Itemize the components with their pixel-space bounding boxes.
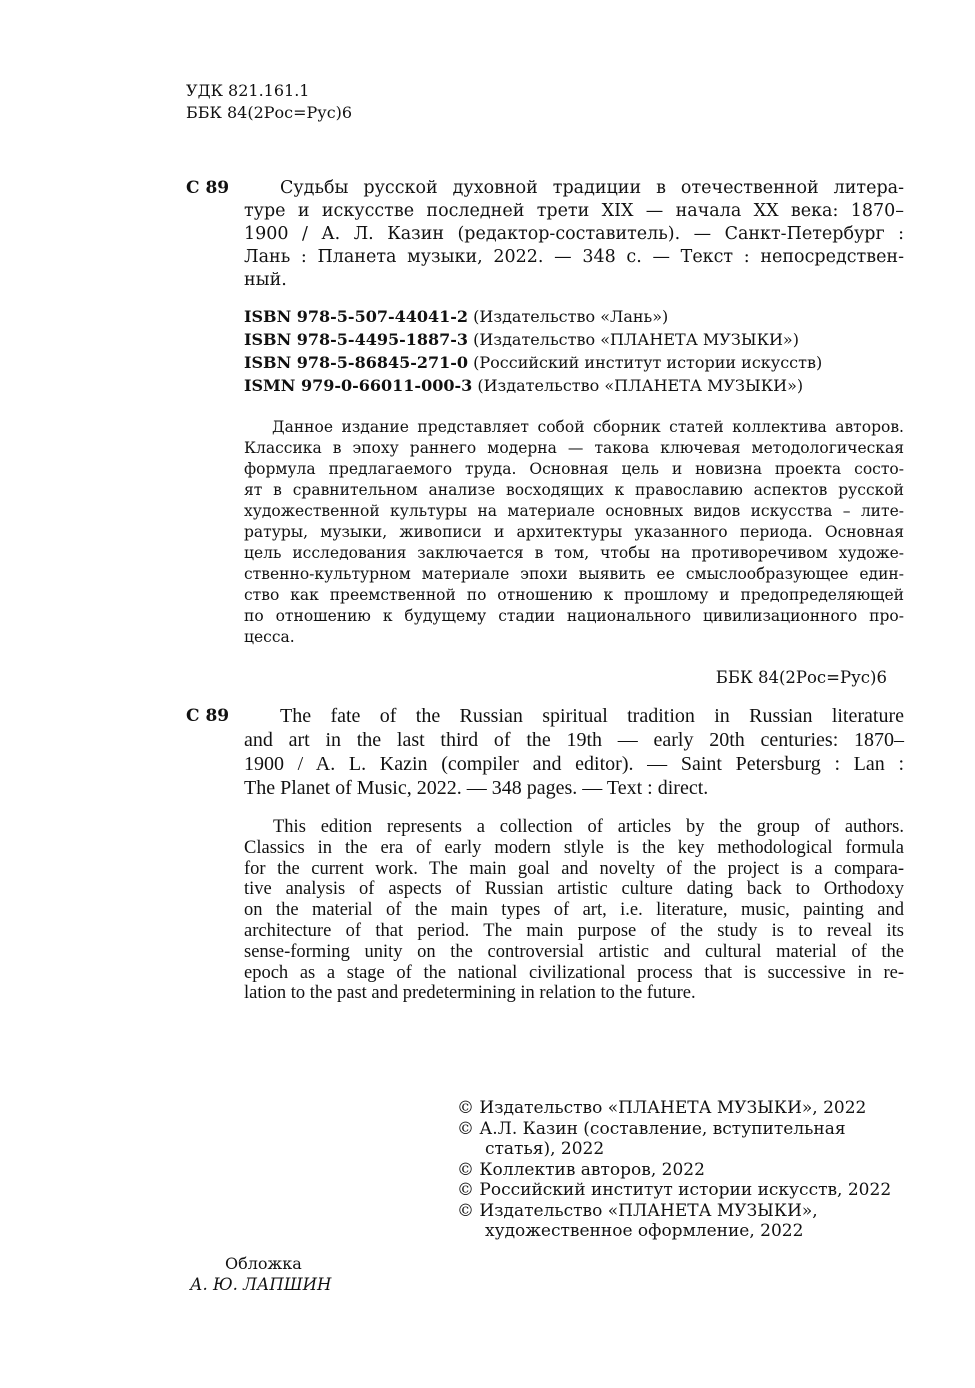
cover-label: Обложка [225,1254,302,1273]
en-abstract-line: epoch as a stage of the national civilizational process that is successive in re- [244,962,904,983]
en-abstract-line: sense-forming unity on the controversial artistic and cultural material of the [244,941,904,962]
ru-abstract-line: ство как преемственной по отношению к прошлому и предопределяющей [244,586,904,604]
en-author-mark: С 89 [186,706,230,726]
en-abstract-line: tive analysis of aspects of Russian artistic culture dating back to Orthodoxy [244,879,904,900]
ru-abstract [244,417,904,648]
ru-entry-line: ный. [244,270,287,290]
en-entry-line: and art in the last third of the 19th — early 20th centuries: 1870– [244,729,904,751]
en-abstract-line: This edition represents a collection of articles by the group of authors. [273,817,904,837]
copyright-line-cont: статья), 2022 [485,1139,605,1159]
ru-abstract-line: Классика в эпоху раннего модерна — такова ключевая методологическая [244,439,904,457]
isbn-row [244,328,822,351]
en-entry-line: The Planet of Music, 2022. — 348 pages. — Text : direct. [244,777,709,799]
ru-abstract-line: ственно-культурном материале эпохи выявить ее смыслообразующее един- [244,565,904,583]
ru-abstract-line: Данное издание представляет собой сборник статей коллектива авторов. [272,418,904,436]
isbn-list [244,305,822,397]
en-abstract [244,817,904,1004]
en-bibliographic-entry [244,704,904,800]
copyright-line-cont: художественное оформление, 2022 [485,1221,804,1241]
ru-author-mark: С 89 [186,178,230,198]
ru-abstract-line: цесса. [244,628,295,646]
isbn-publisher: (Издательство «Лань») [473,307,669,326]
copyright-line: © Российский институт истории искусств, 2022 [457,1180,892,1200]
isbn-publisher: (Издательство «ПЛАНЕТА МУЗЫКИ») [473,330,799,349]
isbn-row [244,374,822,397]
copyright-line: © Коллектив авторов, 2022 [457,1159,705,1180]
en-abstract-line: Classics in the era of early modern stlyle is the key methodological formula [244,837,904,858]
ru-entry-line: 1900 / А. Л. Казин (редактор-составитель). — Санкт-Петербург : [244,224,904,244]
isbn-row [244,305,822,328]
ru-entry-line: туре и искусстве последней трети XIX — начала XX века: 1870– [244,201,904,221]
en-abstract-line: for the current work. The main goal and novelty of the project is a compara- [244,858,904,879]
copyright-line: © Издательство «ПЛАНЕТА МУЗЫКИ», [457,1200,818,1221]
en-abstract-line: on the material of the main types of art, i.e. literature, music, painting and [244,900,904,921]
bbk-right: ББК 84(2Рос=Рус)6 [715,668,887,687]
copyright-block [457,1098,891,1242]
ru-entry-line: Судьбы русской духовной традиции в отечественной литера- [280,178,904,198]
isbn-number: ISBN 978-5-86845-271-0 [244,353,469,372]
en-abstract-line: architecture of that period. The main purpose of the study is to reveal its [244,920,904,941]
udk-code: УДК 821.161.1 [186,81,310,100]
ru-entry-line: Лань : Планета музыки, 2022. — 348 с. — Текст : непосредствен- [244,247,904,267]
en-abstract-line: lation to the past and predetermining in relation to the future. [244,983,696,1004]
ru-bibliographic-entry [244,177,904,292]
ru-abstract-line: по отношению к будущему стадии национального цивилизационного про- [244,607,904,625]
isbn-number: ISBN 978-5-4495-1887-3 [244,330,469,349]
cover-artist: А. Ю. ЛАПШИН [190,1275,332,1294]
copyright-line: © А.Л. Казин (составление, вступительная [457,1118,846,1139]
ru-abstract-line: формула предлагаемого труда. Основная цель и новизна проекта состо- [244,460,904,478]
ismn-number: ISMN 979-0-66011-000-3 [244,376,473,395]
isbn-number: ISBN 978-5-507-44041-2 [244,307,469,326]
isbn-publisher: (Издательство «ПЛАНЕТА МУЗЫКИ») [477,376,804,395]
isbn-publisher: (Российский институт истории искусств) [473,353,823,372]
ru-abstract-line: ят в сравнительном анализе восходящих к православию аспектов русской [244,481,904,499]
ru-abstract-line: художественной культуры на материале основных видов искусства – лите- [244,502,904,520]
isbn-row [244,351,822,374]
en-entry-line: 1900 / A. L. Kazin (compiler and editor). — Saint Petersburg : Lan : [244,753,904,775]
ru-abstract-line: цель исследования заключается в том, чтобы на противоречивом художе- [244,544,904,562]
copyright-line: © Издательство «ПЛАНЕТА МУЗЫКИ», 2022 [457,1098,867,1118]
en-entry-line: The fate of the Russian spiritual tradition in Russian literature [280,705,904,727]
classification-header [186,80,352,124]
bbk-code: ББК 84(2Рос=Рус)6 [186,103,353,122]
ru-abstract-line: ратуры, музыки, живописи и архитектуры указанного периода. Основная [244,523,904,541]
